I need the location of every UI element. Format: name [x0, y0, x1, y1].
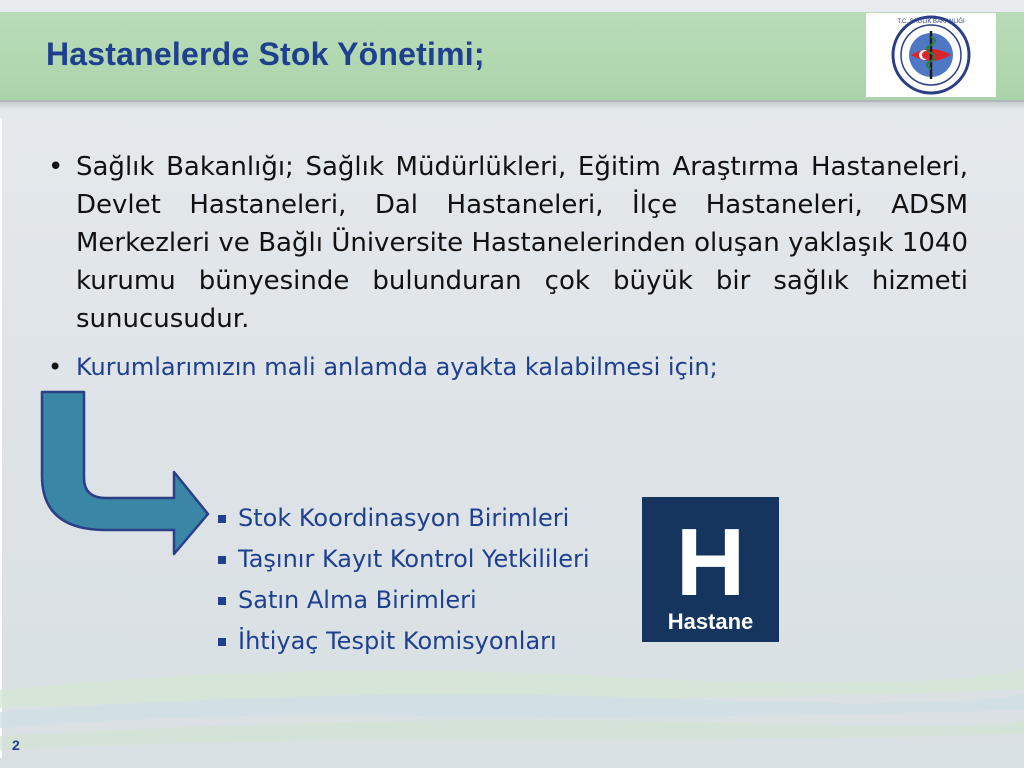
- square-bullet-icon: [218, 556, 226, 564]
- svg-text:T.C. SAĞLIK BAKANLIĞI: T.C. SAĞLIK BAKANLIĞI: [897, 19, 965, 25]
- sub-item-list: [218, 498, 590, 662]
- ministry-seal-icon: [866, 13, 996, 97]
- bullet-text: Kurumlarımızın mali anlamda ayakta kalabilmesi için;: [76, 353, 718, 381]
- sub-item-text: İhtiyaç Tespit Komisyonları: [238, 627, 557, 655]
- bullet-list: [48, 148, 968, 386]
- bent-arrow-icon: [36, 386, 216, 556]
- ministry-logo: [866, 13, 996, 97]
- bullet-item: [48, 348, 968, 386]
- decorative-waves: [0, 650, 1024, 768]
- bullet-text: Sağlık Bakanlığı; Sağlık Müdürlükleri, Eğitim Araştırma Hastaneleri, Devlet Hastaneleri, Dal Hastaneleri, İlçe Hastaneleri, ADSM Merkezleri ve Bağlı Üniversite Hastanelerinden oluşan yaklaşık 1040 kurumu bünyesinde bulunduran çok büyük bir sağlık hizmeti sunucusudur.: [76, 152, 968, 334]
- page-number: 2: [12, 737, 20, 753]
- sub-list-item: [218, 580, 590, 621]
- bullet-marker: •: [48, 353, 63, 381]
- square-bullet-icon: [218, 515, 226, 523]
- bullet-marker: •: [48, 152, 64, 182]
- sub-list-item: [218, 539, 590, 580]
- hospital-sign-letter: H: [675, 509, 746, 616]
- slide-title: Hastanelerde Stok Yönetimi;: [46, 36, 485, 72]
- hospital-sign-label: Hastane: [667, 609, 754, 634]
- square-bullet-icon: [218, 597, 226, 605]
- sub-item-text: Taşınır Kayıt Kontrol Yetkilileri: [238, 545, 590, 573]
- sub-item-text: Satın Alma Birimleri: [238, 586, 477, 614]
- hospital-sign: [642, 497, 779, 642]
- header-shadow: [0, 100, 1024, 110]
- square-bullet-icon: [218, 638, 226, 646]
- sub-list-item: [218, 498, 590, 539]
- bullet-item: [48, 148, 968, 338]
- sub-item-text: Stok Koordinasyon Birimleri: [238, 504, 570, 532]
